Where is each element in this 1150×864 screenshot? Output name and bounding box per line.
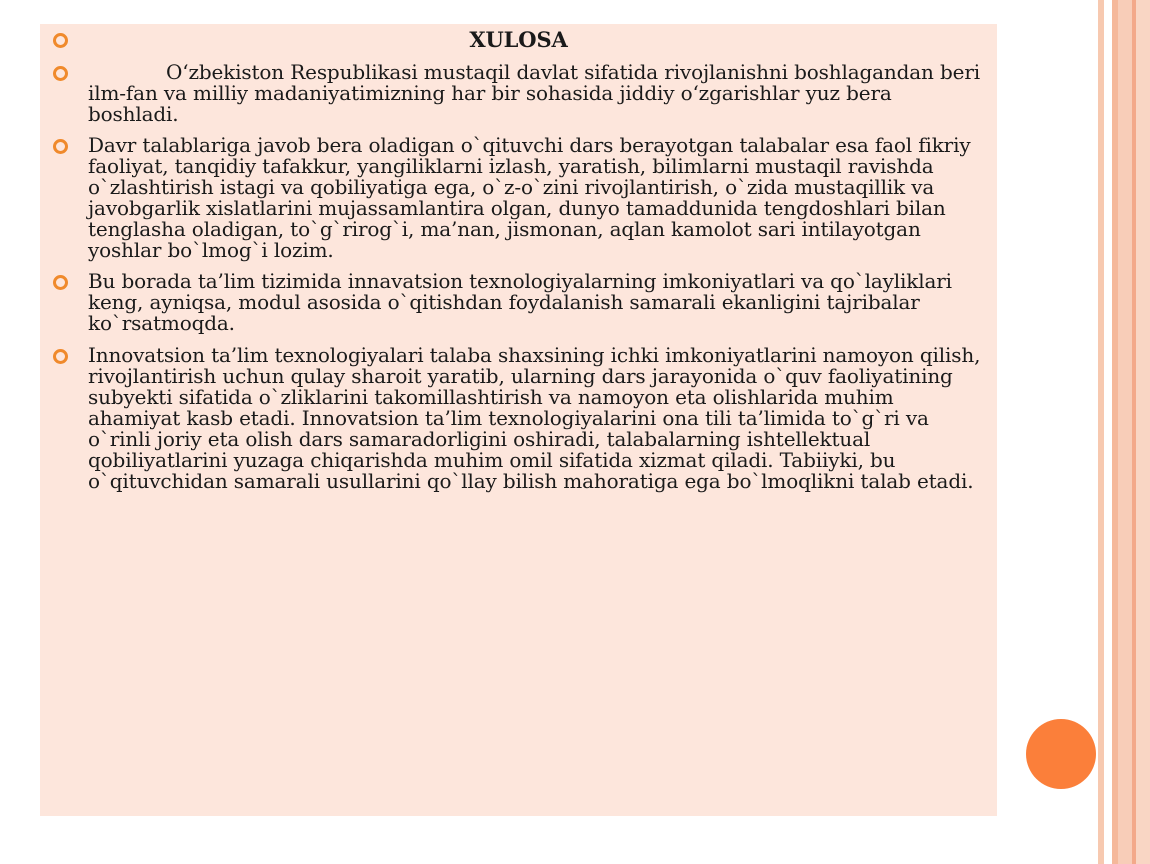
bullet-item [40, 62, 997, 125]
decor-stripe [1118, 0, 1132, 864]
decor-stripe [1104, 0, 1112, 864]
slide-title: XULOSA [469, 27, 568, 52]
bullet-icon [53, 275, 68, 290]
bullet-item [40, 135, 997, 261]
slide-content-box [40, 24, 997, 816]
paragraph-text: Innovatsion ta’lim texnologiyalari talaba shaxsining ichki imkoniyatlarini namoyon qilish, rivojlantirish uchun qulay sharoit yaratib, ularning dars jarayonida o`quv faoliyatining subyekti sifatida o`zliklarini takomillashtirish va namoyon eta olishlarida muhim ahamiyat kasb etadi. Innovatsion ta’lim texnologiyalarini ona tili ta’limida to`g`ri va o`rinli joriy eta olish dars samaradorligini oshiradi, talabalarning ishtellektual qobiliyatlarini yuzaga chiqarishda muhim omil sifatida xizmat qiladi. Tabiiyki, bu o`qituvchidan samarali usullarini qo`llay bilish mahoratiga ega bo`lmoqlikni talab etadi. [88, 343, 981, 493]
bullet-icon [53, 349, 68, 364]
bullet-icon [53, 33, 68, 48]
paragraph-text: Oʻzbekiston Respublikasi mustaqil davlat sifatida rivojlanishni boshlagandan beri ilm-fan va milliy madaniyatimizning har bir sohasida jiddiy oʻzgarishlar yuz bera boshladi. [88, 60, 980, 126]
decor-circle [1026, 719, 1096, 789]
bullet-list [40, 24, 997, 492]
bullet-icon [53, 66, 68, 81]
paragraph-text: Bu borada ta’lim tizimida innavatsion texnologiyalarning imkoniyatlari va qo`layliklari keng, ayniqsa, modul asosida o`qitishdan foydalanish samarali ekanligini tajribalar ko`rsatmoqda. [88, 269, 952, 335]
bullet-item [40, 345, 997, 492]
slide-title-item [40, 24, 997, 57]
bullet-item [40, 271, 997, 334]
paragraph-text: Davr talablariga javob bera oladigan o`qituvchi dars berayotgan talabalar esa faol fikriy faoliyat, tanqidiy tafakkur, yangiliklarni izlash, yaratish, bilimlarni mustaqil ravishda o`zlashtirish istagi va qobiliyatiga ega, o`z-o`zini rivojlantirish, o`zida mustaqillik va javobgarlik xislatlarini mujassamlantira olgan, dunyo tamaddunida tengdoshlari bilan tenglasha oladigan, to`g`rirog`i, ma’nan, jismonan, aqlan kamolot sari intilayotgan yoshlar bo`lmog`i lozim. [88, 133, 971, 262]
decor-stripe [1136, 0, 1150, 864]
bullet-icon [53, 139, 68, 154]
